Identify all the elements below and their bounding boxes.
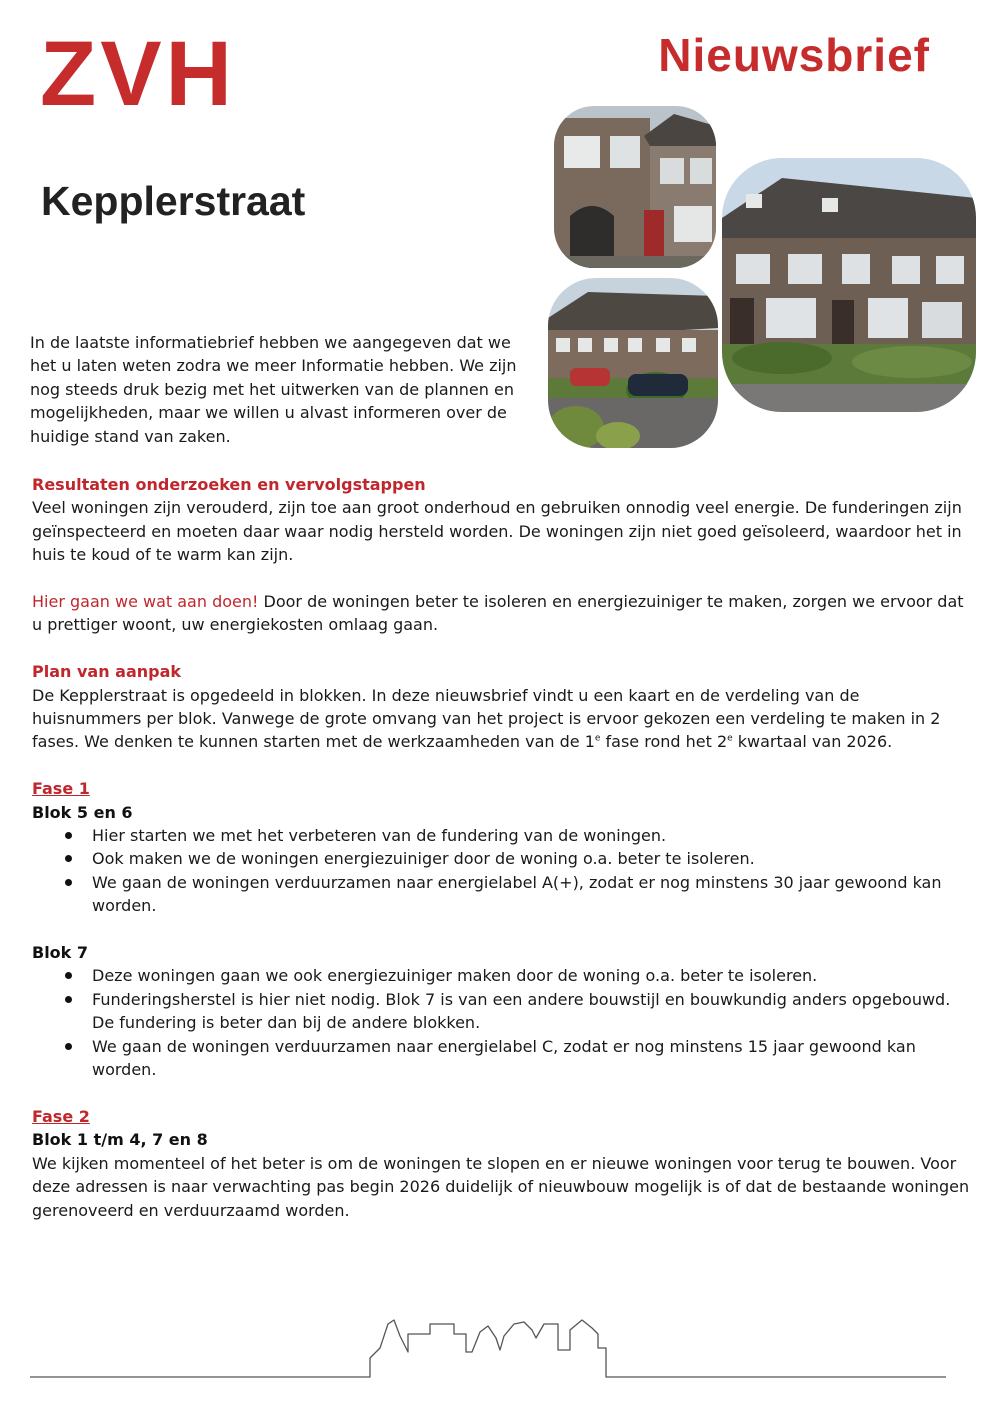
blok-5-6-heading: Blok 5 en 6 — [32, 802, 133, 822]
results-heading: Resultaten onderzoeken en vervolgstappen — [32, 475, 426, 494]
plan-sup-2: e — [727, 734, 733, 745]
action-highlight: Hier gaan we wat aan doen! — [32, 592, 259, 612]
list-item: Deze woningen gaan we ook energiezuiniger maken door de woning o.a. beter te isoleren. — [92, 964, 972, 987]
blok-7-list — [32, 964, 972, 1081]
newsletter-title: Nieuwsbrief — [658, 29, 930, 81]
skyline-footer-illustration — [30, 1318, 948, 1382]
house-photo-archway — [554, 106, 716, 268]
list-item: Hier starten we met het verbeteren van de fundering van de woningen. — [92, 824, 972, 847]
fase2-heading: Fase 2 — [32, 1106, 90, 1126]
blok-7-heading: Blok 7 — [32, 943, 89, 963]
results-paragraph: Veel woningen zijn verouderd, zijn toe aan groot onderhoud en gebruiken onnodig veel energie. De funderingen zijn geïnspecteerd en moeten daar waar nodig hersteld worden. De woningen zijn niet goed geïsoleerd, waardoor het in huis te koud of te warm kan zijn. — [32, 498, 962, 565]
blok-1-4-7-8-heading: Blok 1 t/m 4, 7 en 8 — [32, 1130, 208, 1150]
plan-text-3: kwartaal van 2026. — [732, 732, 893, 752]
main-content — [32, 473, 972, 1222]
plan-text-2: fase rond het 2 — [600, 732, 728, 752]
plan-text-1: De Kepplerstraat is opgedeeld in blokken. In deze nieuwsbrief vindt u een kaart en de verdeling van de huisnummers per blok. Vanwege de grote omvang van het project is ervoor gekozen een verdeling te maken in 2 fases. We denken te kunnen starten met de werkzaamheden van de 1 — [32, 685, 941, 752]
action-text: Door de woningen beter te isoleren en energiezuiniger te maken, zorgen we ervoor dat u prettiger woont, uw energiekosten omlaag gaan. — [32, 592, 964, 635]
plan-paragraph — [32, 684, 972, 754]
list-item: Funderingsherstel is hier niet nodig. Blok 7 is van een andere bouwstijl en bouwkundig anders opgebouwd. De fundering is beter dan bij de andere blokken. — [92, 988, 972, 1035]
intro-paragraph: In de laatste informatiebrief hebben we aangegeven dat we het u laten weten zodra we meer Informatie hebben. We zijn nog steeds druk bezig met het uitwerken van de plannen en mogelijkheden, maar we willen u alvast informeren over de huidige stand van zaken. — [30, 333, 517, 446]
list-item: Ook maken we de woningen energiezuiniger door de woning o.a. beter te isoleren. — [92, 847, 972, 870]
house-photo-cars — [548, 278, 718, 448]
list-item: We gaan de woningen verduurzamen naar energielabel A(+), zodat er nog minstens 30 jaar gewoond kan worden. — [92, 871, 972, 918]
page-title: Kepplerstraat — [41, 178, 306, 224]
fase2-paragraph: We kijken momenteel of het beter is om de woningen te slopen en er nieuwe woningen voor terug te bouwen. Voor deze adressen is naar verwachting pas begin 2026 duidelijk of nieuwbouw mogelijk is of dat de bestaande woningen gerenoveerd en verduurzaamd worden. — [32, 1153, 970, 1220]
action-paragraph — [32, 590, 972, 637]
zvh-logo: ZVH — [40, 23, 236, 125]
house-photo-front — [722, 158, 976, 412]
plan-sup-1: e — [594, 734, 601, 745]
fase1-heading: Fase 1 — [32, 779, 90, 799]
list-item: We gaan de woningen verduurzamen naar energielabel C, zodat er nog minstens 15 jaar gewoond kan worden. — [92, 1035, 972, 1082]
blok-5-6-list — [32, 824, 972, 918]
plan-heading: Plan van aanpak — [32, 662, 182, 682]
